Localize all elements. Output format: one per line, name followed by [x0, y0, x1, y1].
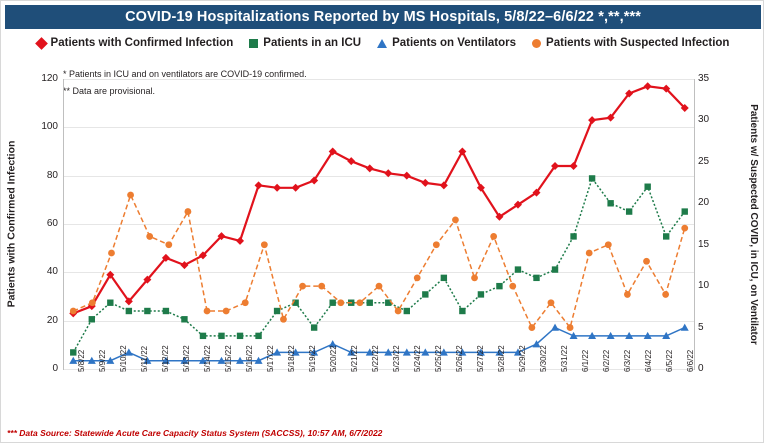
y-axis-right-title: Patients w/ Suspected COVID, in ICU, on Ventilator	[747, 103, 759, 345]
legend-item-ventilators[interactable]	[377, 37, 516, 49]
diamond-marker-icon	[35, 37, 48, 50]
legend-label-icu: Patients in an ICU	[263, 37, 362, 49]
chart-title: COVID-19 Hospitalizations Reported by MS Hospitals, 5/8/22–6/6/22 *,**,***	[5, 5, 761, 29]
legend-label-confirmed: Patients with Confirmed Infection	[50, 37, 234, 49]
chart-legend	[1, 34, 764, 52]
legend-label-suspected: Patients with Suspected Infection	[546, 37, 730, 49]
legend-item-confirmed[interactable]	[37, 37, 234, 49]
y-axis-left-title: Patients with Confirmed Infection	[5, 140, 17, 308]
square-marker-icon	[249, 39, 258, 48]
legend-label-ventilators: Patients on Ventilators	[392, 37, 517, 49]
circle-marker-icon	[532, 39, 541, 48]
plot-area	[63, 79, 695, 370]
note-provisional: ** Data are provisional.	[63, 86, 156, 96]
legend-item-suspected[interactable]	[532, 37, 729, 49]
triangle-marker-icon	[377, 39, 387, 48]
chart-container: COVID-19 Hospitalizations Reported by MS Hospitals, 5/8/22–6/6/22 *,**,*** Patients with Confirmed Infection Patients in an ICU Patients on Ventilators Patients with Suspected Infection * Patients in ICU and on ventilators are COVID-19 confirmed. ** Data are provisional. Patients with Confirmed Infection Patients w/ Suspected COVID, in ICU, on Ventilator 0 20 40 60 80 100 120 0 5 10 15 20 25 30 35 5/8/22 5/9/22 5/10/22 5/11/22 5/12/22 5/13/22 5/14/22 5/15/22 5/16/22 5/17/22 5/18/22 5/19/22 5/20/22 5/21/22 5/22/22 5/23/22 5/24/22 5/25/22 5/26/22 5/27/22 5/28/22 5/29/22 5/30/22 5/31/22 6/1/22 6/2/22 6/3/22 6/4/22 6/5/22 6/6/22 *** Data Source: Statewide Acute Care Capacity Status System (SACCSS), 10:57 AM, 6/7/2022	[0, 0, 764, 443]
note-icu-ventilator: * Patients in ICU and on ventilators are COVID-19 confirmed.	[63, 69, 307, 79]
legend-item-icu[interactable]	[249, 37, 361, 49]
source-note: *** Data Source: Statewide Acute Care Capacity Status System (SACCSS), 10:57 AM, 6/7/2022	[7, 428, 383, 438]
series-layer	[64, 79, 694, 369]
